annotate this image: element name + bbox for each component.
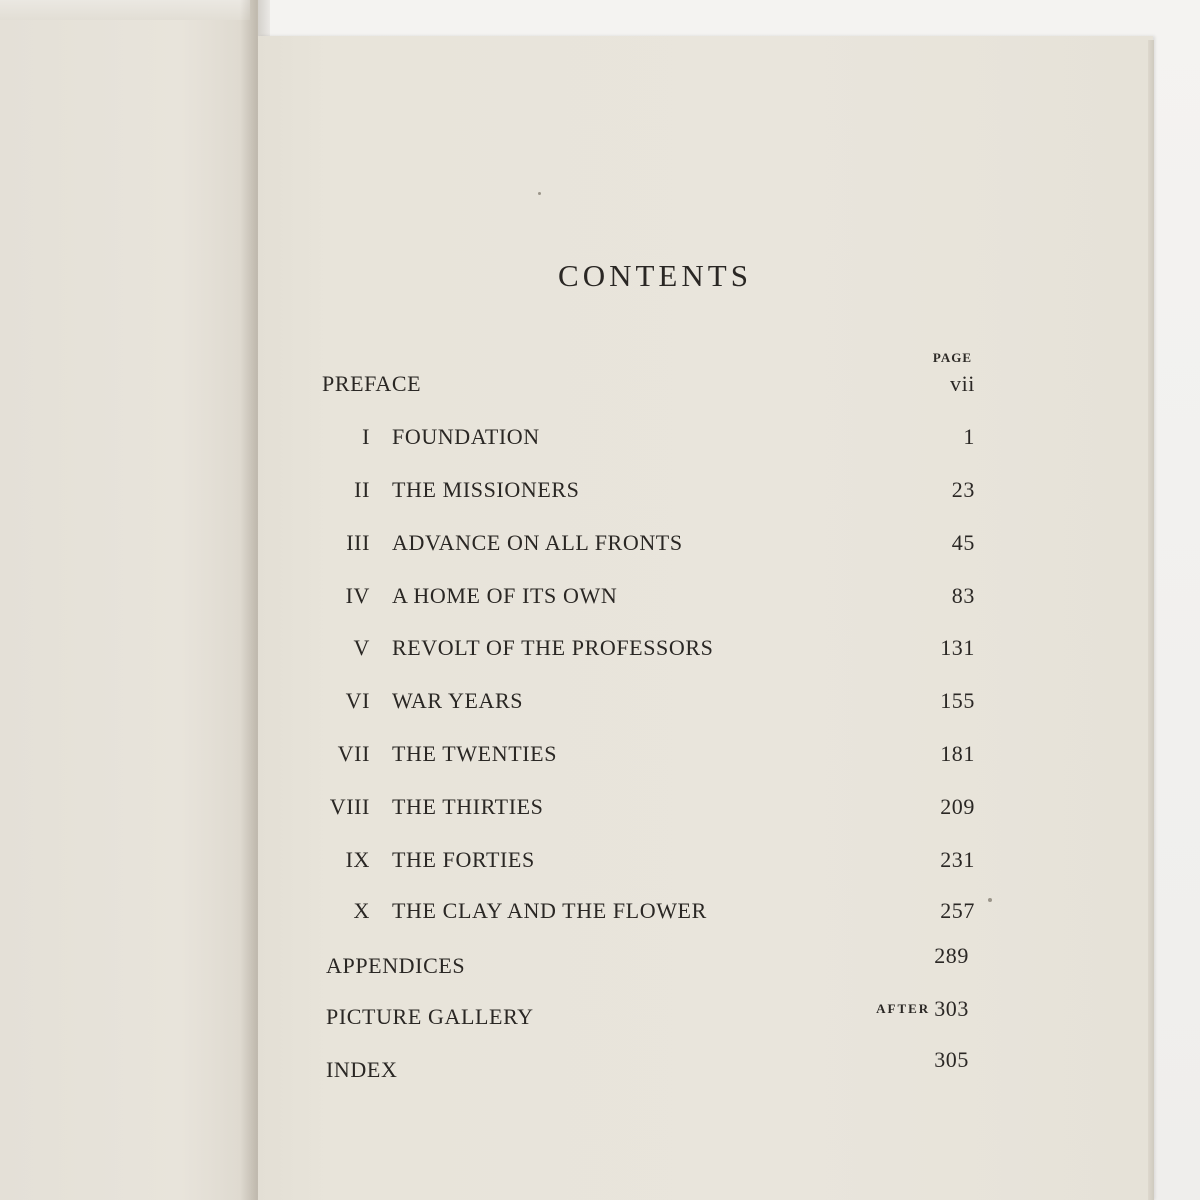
toc-entry-appendices [324, 943, 969, 983]
toc-chapter-row [320, 898, 975, 928]
chapter-title: ADVANCE ON ALL FRONTS [392, 530, 683, 555]
chapter-title: THE FORTIES [392, 847, 535, 872]
toc-entry-page [934, 943, 969, 969]
chapter-page: 257 [940, 898, 975, 923]
chapter-page: 83 [951, 583, 975, 608]
toc-entry-page-number: 289 [934, 943, 969, 968]
chapter-number: IX [345, 847, 370, 872]
chapter-number: II [354, 477, 370, 502]
toc-chapter-row [320, 794, 975, 824]
chapter-title: THE TWENTIES [392, 741, 558, 766]
toc-entry-index [324, 1047, 969, 1087]
chapter-number: III [346, 530, 370, 555]
chapter-title: THE MISSIONERS [392, 477, 580, 502]
toc-chapter-row [320, 583, 975, 613]
page-column-heading: PAGE [932, 350, 972, 365]
toc-chapter-row [320, 635, 975, 665]
toc-chapter-row [320, 424, 975, 454]
paper-speck [538, 192, 541, 195]
toc-chapter-row [320, 477, 975, 507]
chapter-page: 131 [940, 635, 975, 660]
toc-entry-label: INDEX [326, 1057, 398, 1082]
toc-chapter-row [320, 688, 975, 718]
chapter-title: REVOLT OF THE PROFESSORS [392, 635, 714, 660]
toc-entry-page-number: 305 [934, 1047, 969, 1072]
chapter-title: FOUNDATION [392, 424, 540, 449]
paper-speck [988, 898, 992, 902]
toc-chapter-row [320, 530, 975, 560]
chapter-title: THE THIRTIES [392, 794, 544, 819]
chapter-number: V [353, 635, 370, 660]
left-page-top-edge [0, 0, 250, 20]
page-title: CONTENTS [558, 258, 752, 293]
chapter-page: 23 [951, 477, 975, 502]
toc-entry-label: PICTURE GALLERY [326, 1004, 534, 1029]
chapter-title: A HOME OF ITS OWN [392, 583, 618, 608]
toc-entry-label: APPENDICES [326, 953, 466, 978]
chapter-page: 209 [940, 794, 975, 819]
chapter-number: VII [337, 741, 370, 766]
chapter-page: 181 [940, 741, 975, 766]
chapter-title: WAR YEARS [392, 688, 524, 713]
chapter-number: VI [345, 688, 370, 713]
left-facing-page [0, 0, 258, 1200]
chapter-number: IV [345, 583, 370, 608]
chapter-number: X [353, 898, 370, 923]
toc-entry-label: PREFACE [322, 371, 422, 396]
chapter-title: THE CLAY AND THE FLOWER [392, 898, 707, 923]
chapter-page: 1 [963, 424, 975, 449]
chapter-page: 231 [940, 847, 975, 872]
toc-chapter-row [320, 847, 975, 877]
toc-entry-page-number: 303 [934, 996, 969, 1021]
toc-entry-page [934, 1047, 969, 1073]
chapter-number: VIII [329, 794, 370, 819]
toc-entry-preface [320, 371, 975, 401]
toc-entry-page: vii [949, 371, 975, 396]
toc-entry-page [876, 996, 969, 1022]
chapter-number: I [362, 424, 370, 449]
chapter-page: 45 [951, 530, 975, 555]
toc-entry-picture-gallery [324, 996, 969, 1034]
page-edge [1148, 40, 1154, 1200]
toc-chapter-row [320, 741, 975, 771]
chapter-page: 155 [940, 688, 975, 713]
toc-entry-page-prefix: AFTER [876, 1001, 931, 1016]
